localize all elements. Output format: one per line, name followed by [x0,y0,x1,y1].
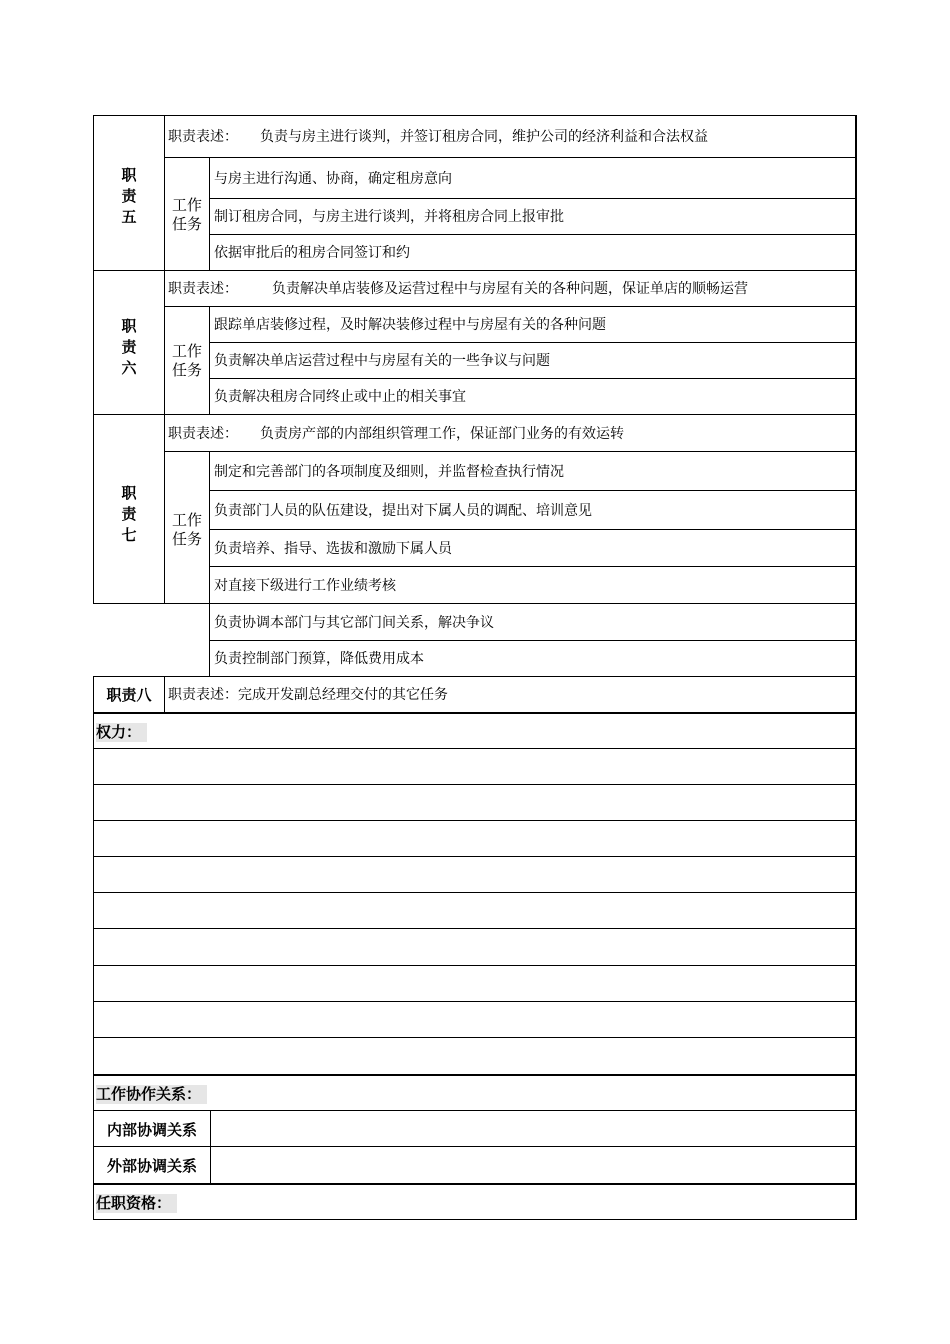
grid-line [209,157,210,271]
duty-6-description [168,280,748,298]
duty-7-label: 职责七 [121,484,137,544]
grid-line [93,603,857,604]
grid-line [93,712,857,714]
grid-line [164,115,165,604]
grid-line [93,748,857,749]
grid-line [93,1110,857,1111]
grid-line [93,1183,857,1185]
duty-5-task-2: 制订租房合同，与房主进行谈判，并将租房合同上报审批 [214,209,564,225]
duty-6-desc-label: 职责表述： [168,281,238,297]
internal-coordination-label: 内部协调关系 [106,1121,197,1139]
grid-line [209,566,857,567]
grid-line [164,451,857,452]
duty-5-task-3: 依据审批后的租房合同签订和约 [214,245,410,261]
grid-line [209,529,857,530]
duty-5-task-1: 与房主进行沟通、协商，确定租房意向 [214,171,452,187]
duty-6-tasks-label: 工作任务 [171,342,202,379]
duty-5-description [168,128,708,146]
duty-6-desc-text: 负责解决单店装修及运营过程中与房屋有关的各种问题，保证单店的顺畅运营 [272,281,748,297]
grid-line [93,928,857,929]
duty-6-task-2: 负责解决单店运营过程中与房屋有关的一些争议与问题 [214,353,550,369]
grid-line [164,157,857,158]
grid-line [93,784,857,785]
qualification-section-title: 任职资格： [96,1194,177,1213]
grid-line [93,115,94,604]
cooperation-section-title: 工作协作关系： [96,1085,207,1104]
grid-line [209,234,857,235]
duty-7-task-4: 对直接下级进行工作业绩考核 [214,578,396,594]
grid-line [93,676,857,677]
duty-7-task-6: 负责控制部门预算，降低费用成本 [214,651,424,667]
grid-line [209,378,857,379]
grid-line [93,676,94,1220]
grid-line [209,198,857,199]
duty-6-task-3: 负责解决租房合同终止或中止的相关事宜 [214,389,466,405]
duty-7-task-2: 负责部门人员的队伍建设，提出对下属人员的调配、培训意见 [214,503,592,519]
grid-line [93,1146,857,1147]
grid-line [209,451,210,677]
grid-line [93,1074,857,1076]
duty-5-label: 职责五 [121,166,137,226]
duty-8-label: 职责八 [106,686,152,704]
duty-7-desc-label: 职责表述： [168,426,238,442]
duty-5-tasks-label: 工作任务 [171,196,202,233]
grid-line [855,115,857,1220]
grid-line [209,306,210,415]
grid-line [164,306,857,307]
duty-7-description [168,425,624,443]
grid-line [93,414,857,415]
duty-5-desc-label: 职责表述： [168,129,238,145]
grid-line [210,1110,211,1183]
duty-7-tasks-label: 工作任务 [171,511,202,548]
grid-line [93,1219,857,1220]
grid-line [209,490,857,491]
grid-line [93,1037,857,1038]
grid-line [209,342,857,343]
grid-line [93,856,857,857]
duty-6-label: 职责六 [121,317,137,377]
duty-8-description: 职责表述：完成开发副总经理交付的其它任务 [168,687,448,703]
grid-line [93,965,857,966]
external-coordination-label: 外部协调关系 [106,1157,197,1175]
duty-7-desc-text: 负责房产部的内部组织管理工作，保证部门业务的有效运转 [260,426,624,442]
power-section-title: 权力： [96,723,147,742]
grid-line [93,1001,857,1002]
duty-7-task-1: 制定和完善部门的各项制度及细则，并监督检查执行情况 [214,464,564,480]
duty-7-task-3: 负责培养、指导、选拔和激励下属人员 [214,541,452,557]
grid-line [209,640,857,641]
duty-5-desc-text: 负责与房主进行谈判，并签订租房合同，维护公司的经济利益和合法权益 [260,129,708,145]
grid-line [93,115,857,116]
grid-line [164,676,165,713]
duty-6-task-1: 跟踪单店装修过程，及时解决装修过程中与房屋有关的各种问题 [214,317,606,333]
duty-7-task-5: 负责协调本部门与其它部门间关系，解决争议 [214,615,494,631]
grid-line [93,892,857,893]
grid-line [93,820,857,821]
grid-line [93,270,857,271]
